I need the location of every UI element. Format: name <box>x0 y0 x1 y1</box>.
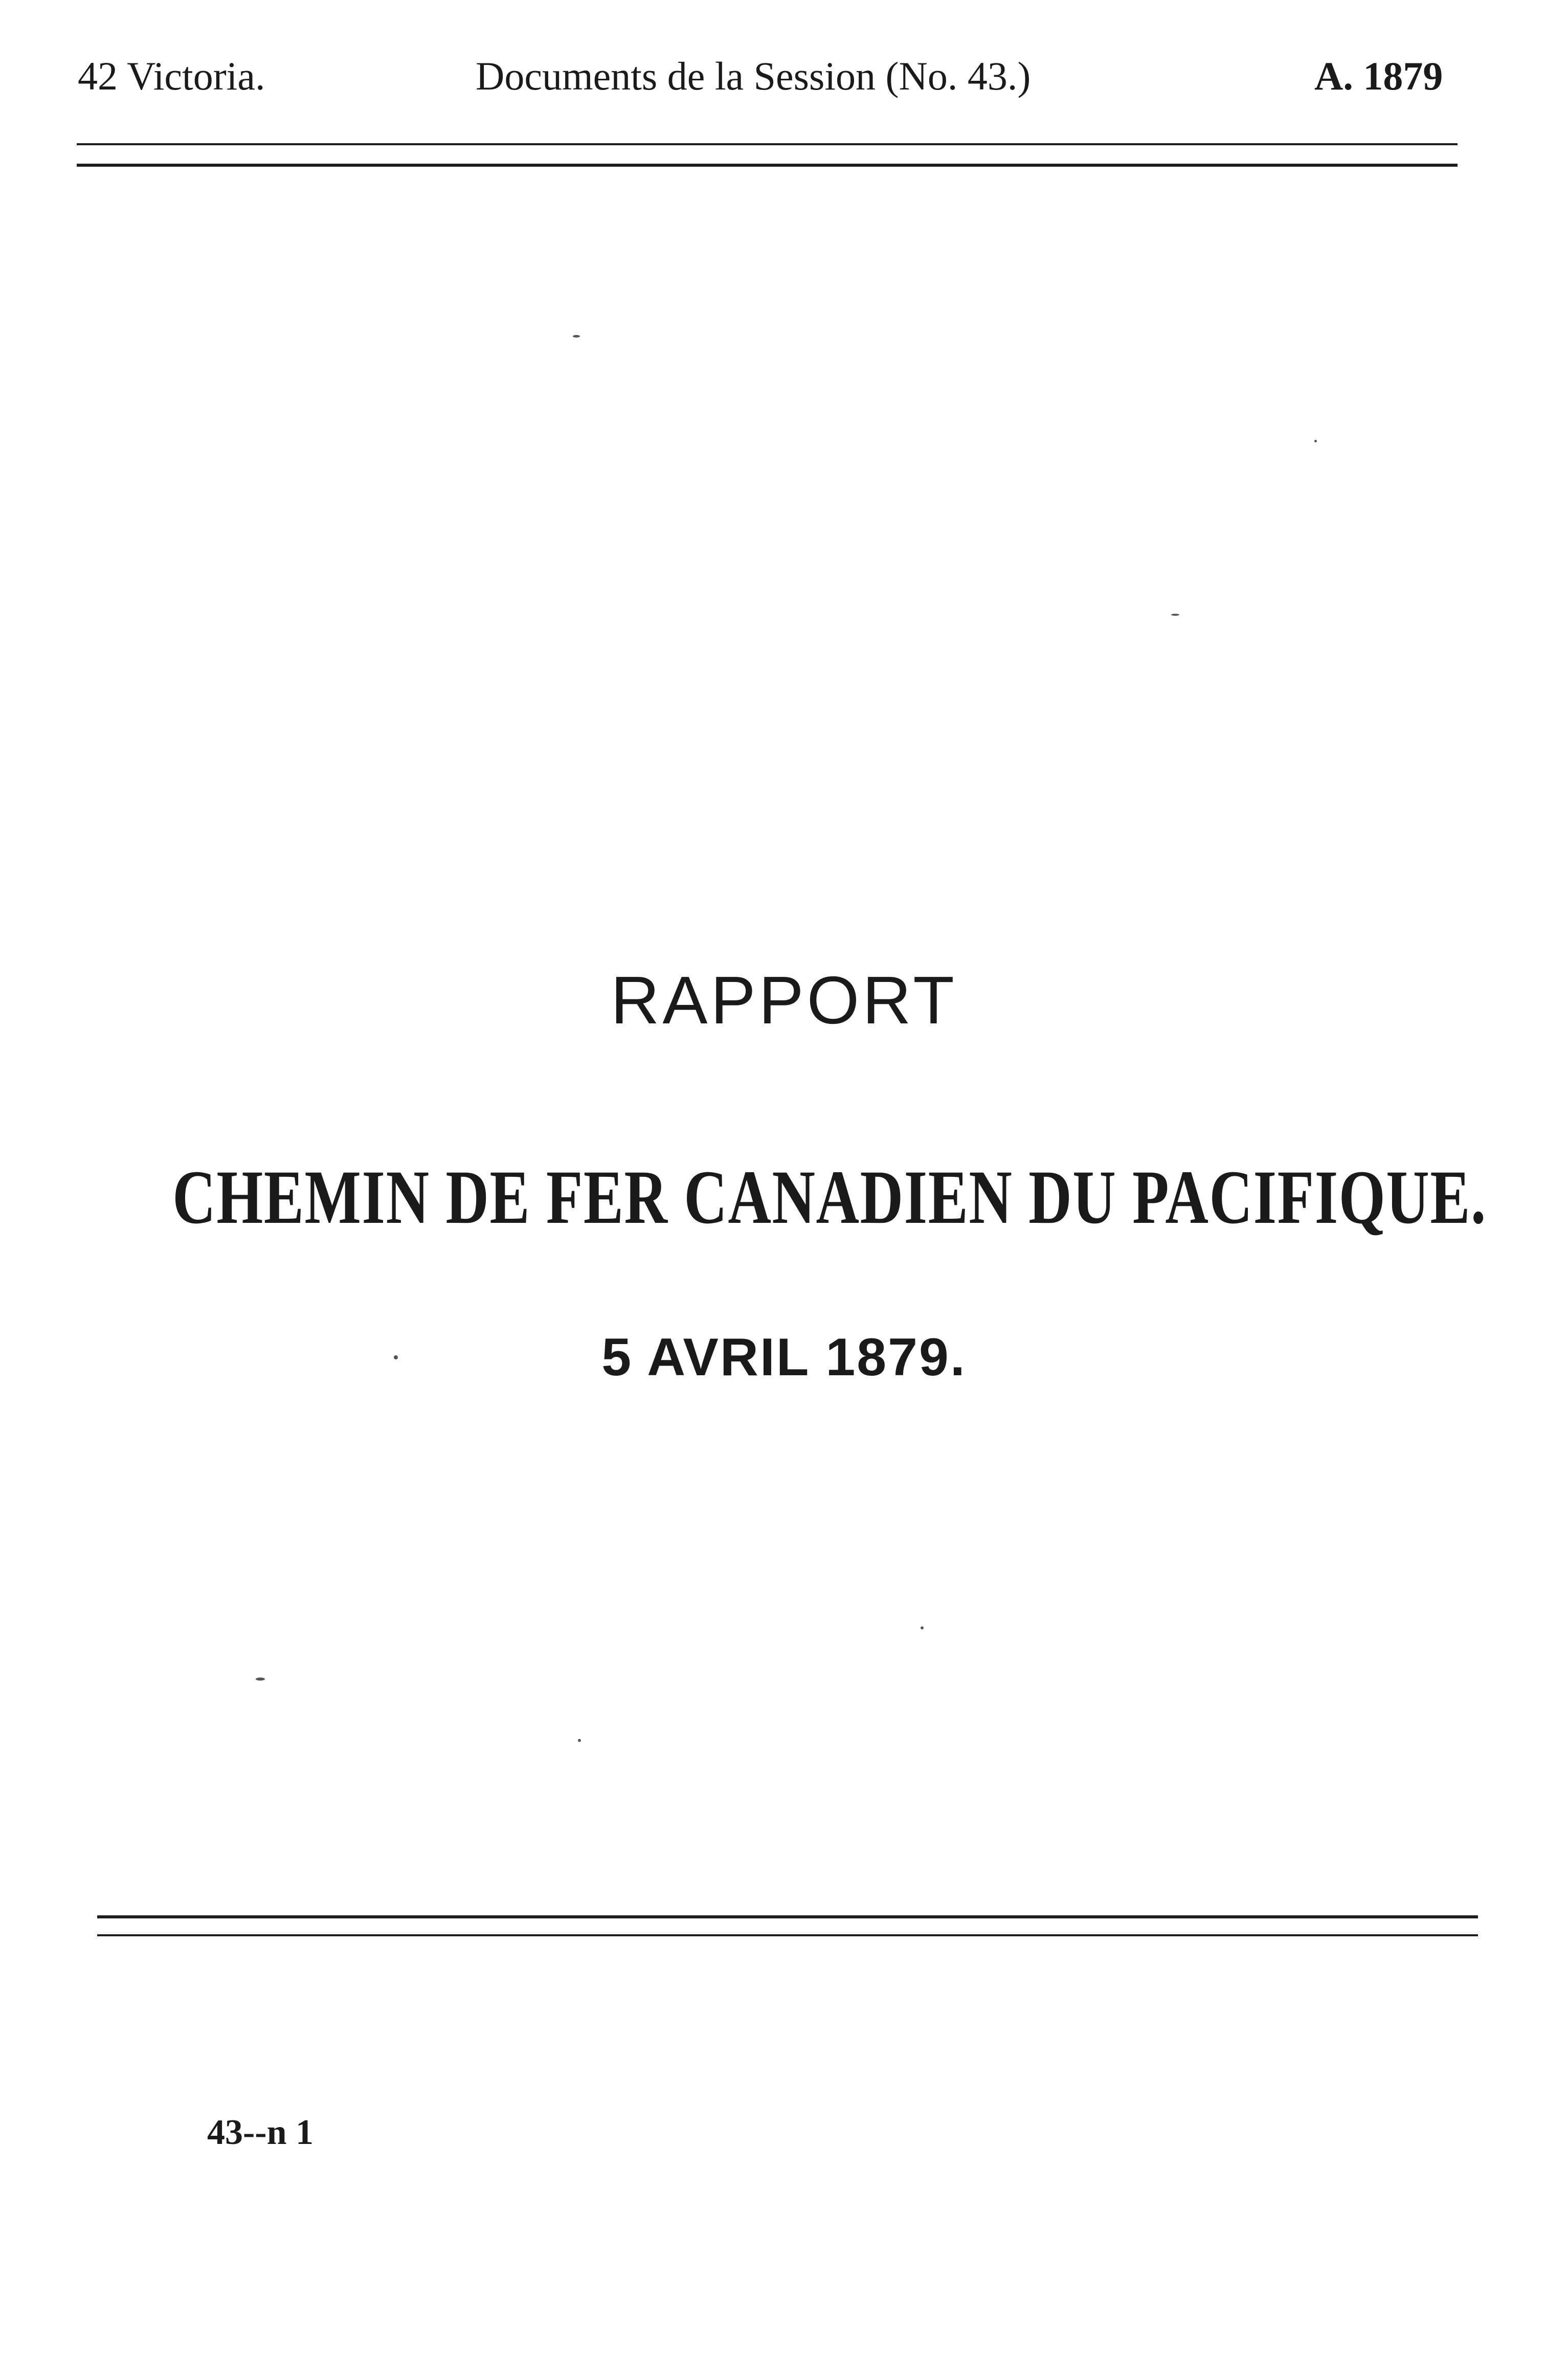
footer-rule-bottom <box>97 1934 1478 1936</box>
header-rule-bottom <box>77 164 1458 167</box>
header-session-year: 42 Victoria. <box>78 54 265 98</box>
header-year: A. 1879 <box>1314 54 1443 98</box>
header-rule-top <box>77 143 1458 145</box>
footer-rule-top <box>97 1915 1478 1918</box>
report-subject: CHEMIN DE FER CANADIEN DU PACIFIQUE. <box>172 1155 1487 1240</box>
report-heading: RAPPORT <box>611 963 957 1038</box>
page-reference: 43--n 1 <box>207 2113 314 2152</box>
report-date: 5 AVRIL 1879. <box>601 1328 967 1387</box>
header-document-title: Documents de la Session (No. 43.) <box>476 54 1031 98</box>
